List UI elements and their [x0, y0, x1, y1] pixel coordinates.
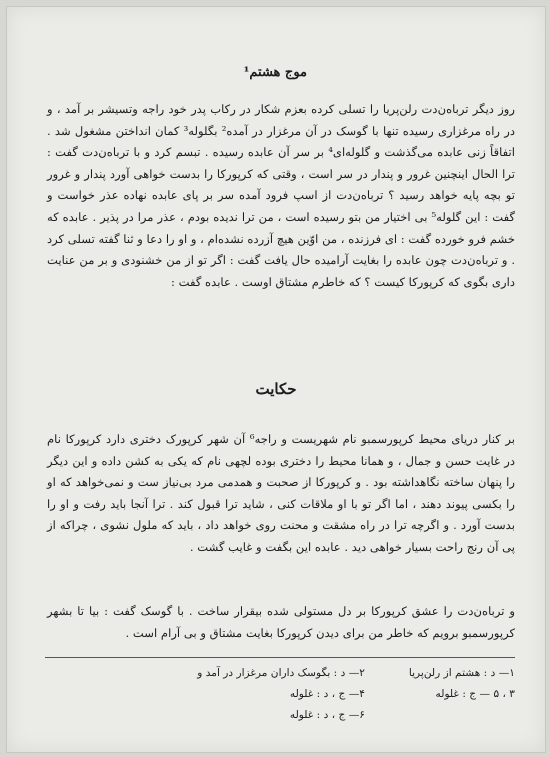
section-heading: موج هشتم¹	[243, 65, 307, 80]
footnotes-right	[395, 663, 515, 705]
footnote-divider	[45, 657, 515, 658]
book-page	[6, 6, 546, 753]
paragraph-2: بر کنار دریای محیط کرپورسمبو نام شهریست و راجه⁶ آن شهر کرپورک دختری دارد کرپورکا نام در غایت حسن و جمال ، و همانا محیط را دختری بوده لچهی نام که یکی به کشن داده و این دیگر را پنهان ساخته نگاهداشته بود . و کرپورکا از صحبت و همدمی مرد بی‌نیاز ست و نمی‌خواهد که او را بکسی پیوند دهند ، اما اگر تو با او ملاقات کنی ، شاید ترا قبول کند . ترا آنجا باید رفت و او را بدست آورد . و اگرچه ترا در راه مشقت و محنت روی خواهد داد ، باید که ملول نشوی ، چراکه از پی آن رنج راحت بسیار خواهی دید . عابده این بگفت و غایب گشت .	[47, 432, 515, 554]
story-title: حکایت	[255, 380, 297, 398]
footnote: ۳ ، ۵ — ج : غلوله	[435, 688, 515, 700]
paragraph-1: روز دیگر ترباه‌ن‌دت رلن‌پریا را تسلی کرده بعزم شکار در رکاب پدر خود راجه وتسیشر بر آمد ، و در راه مرغزاری رسیده تنها با گوسک در آن مرغزار در آمده² بگلوله³ کمان انداختن مشغول شد . اتفاقاً زنی عابده می‌گذشت و گلوله‌ای⁴ بر سر آن عابده رسیده . تبسم کرد و با ترباه‌ن‌دت گفت : ترا الحال اینچنین غرور و پندار در سر است ، وقتی که کرپورکا را بدست خواهی آورد پندار و غرور تو بچه پایه خواهد رسید ؟ ترباه‌ن‌دت از اسپ فرود آمده سر بر پای عابده نهاده عذر خواست و گفت : این گلوله⁵ بی اختیار من بتو رسیده است ، من ترا ندیده بودم ، عذر مرا در پذیر . عابده که خشم فرو خورده گفت : ای فرزنده ، من اوّین هیچ آزرده نشده‌ام ، و او را دعا و ثنا گفته تسلی کرد . و ترباه‌ن‌دت چون عابده را بغایت آرامیده حال یافت گفت : اگر تو از من خشنودی و بر من عنایت داری بگوی که کرپورکا کیست ؟ که خاطرم مشتاق اوست . عابده گفت :	[47, 102, 515, 289]
footnotes-left	[165, 663, 365, 726]
paragraph-3: و ترباه‌ن‌دت را عشق کرپورکا بر دل مستولی شده بیقرار ساخت . با گوسک گفت : بیا تا بشهر کرپورسمبو برویم که خاطر من برای دیدن کرپورکا بغایت مشتاق و بی آرام است .	[47, 604, 515, 640]
footnote: ۶— ج ، د : غلوله	[289, 709, 365, 721]
footnote: ۴— ج ، د : غلوله	[289, 688, 365, 700]
footnote: ۱— د : هشتم از رلن‌پریا	[408, 667, 515, 679]
footnote: ۲— د : بگوسک داران مرغزار در آمد و	[197, 667, 365, 679]
